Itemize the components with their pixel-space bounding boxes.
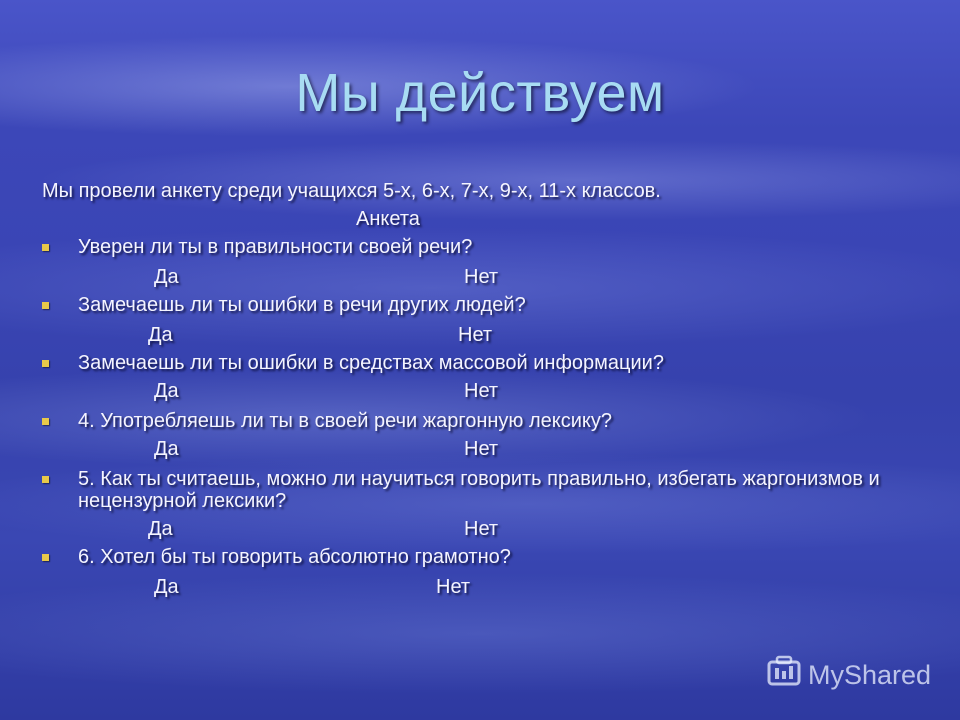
answer-yes-2: Да — [148, 324, 173, 346]
survey-heading: Анкета — [356, 208, 420, 230]
answer-no-4: Нет — [464, 438, 499, 460]
watermark-text: MyShared — [808, 659, 932, 690]
bullet-icon — [42, 476, 49, 483]
slide-title: Мы действуем — [295, 63, 665, 123]
question-5: 5. Как ты считаешь, можно ли научиться говорить правильно, избегать жаргонизмов и нецензурной лексики? — [78, 468, 880, 512]
answer-yes-1: Да — [154, 266, 179, 288]
answer-no-2: Нет — [458, 324, 493, 346]
question-3: Замечаешь ли ты ошибки в средствах массовой информации? — [78, 352, 664, 374]
answer-yes-3: Да — [154, 380, 179, 402]
question-6: 6. Хотел бы ты говорить абсолютно грамотно? — [78, 546, 511, 568]
bullet-icon — [42, 244, 49, 251]
answer-no-3: Нет — [464, 380, 499, 402]
bullet-icon — [42, 554, 49, 561]
question-1: Уверен ли ты в правильности своей речи? — [78, 236, 473, 258]
myshared-logo-icon — [766, 654, 808, 697]
bullet-icon — [42, 302, 49, 309]
question-2: Замечаешь ли ты ошибки в речи других людей? — [78, 294, 526, 316]
answer-yes-4: Да — [154, 438, 179, 460]
watermark — [766, 656, 931, 694]
bullet-icon — [42, 418, 49, 425]
answer-yes-5: Да — [148, 518, 173, 540]
bullet-icon — [42, 360, 49, 367]
question-4: 4. Употребляешь ли ты в своей речи жаргонную лексику? — [78, 410, 613, 432]
answer-no-6: Нет — [436, 576, 471, 598]
intro-text: Мы провели анкету среди учащихся 5-х, 6-х, 7-х, 9-х, 11-х классов. — [42, 180, 661, 202]
answer-yes-6: Да — [154, 576, 179, 598]
answer-no-5: Нет — [464, 518, 499, 540]
answer-no-1: Нет — [464, 266, 499, 288]
